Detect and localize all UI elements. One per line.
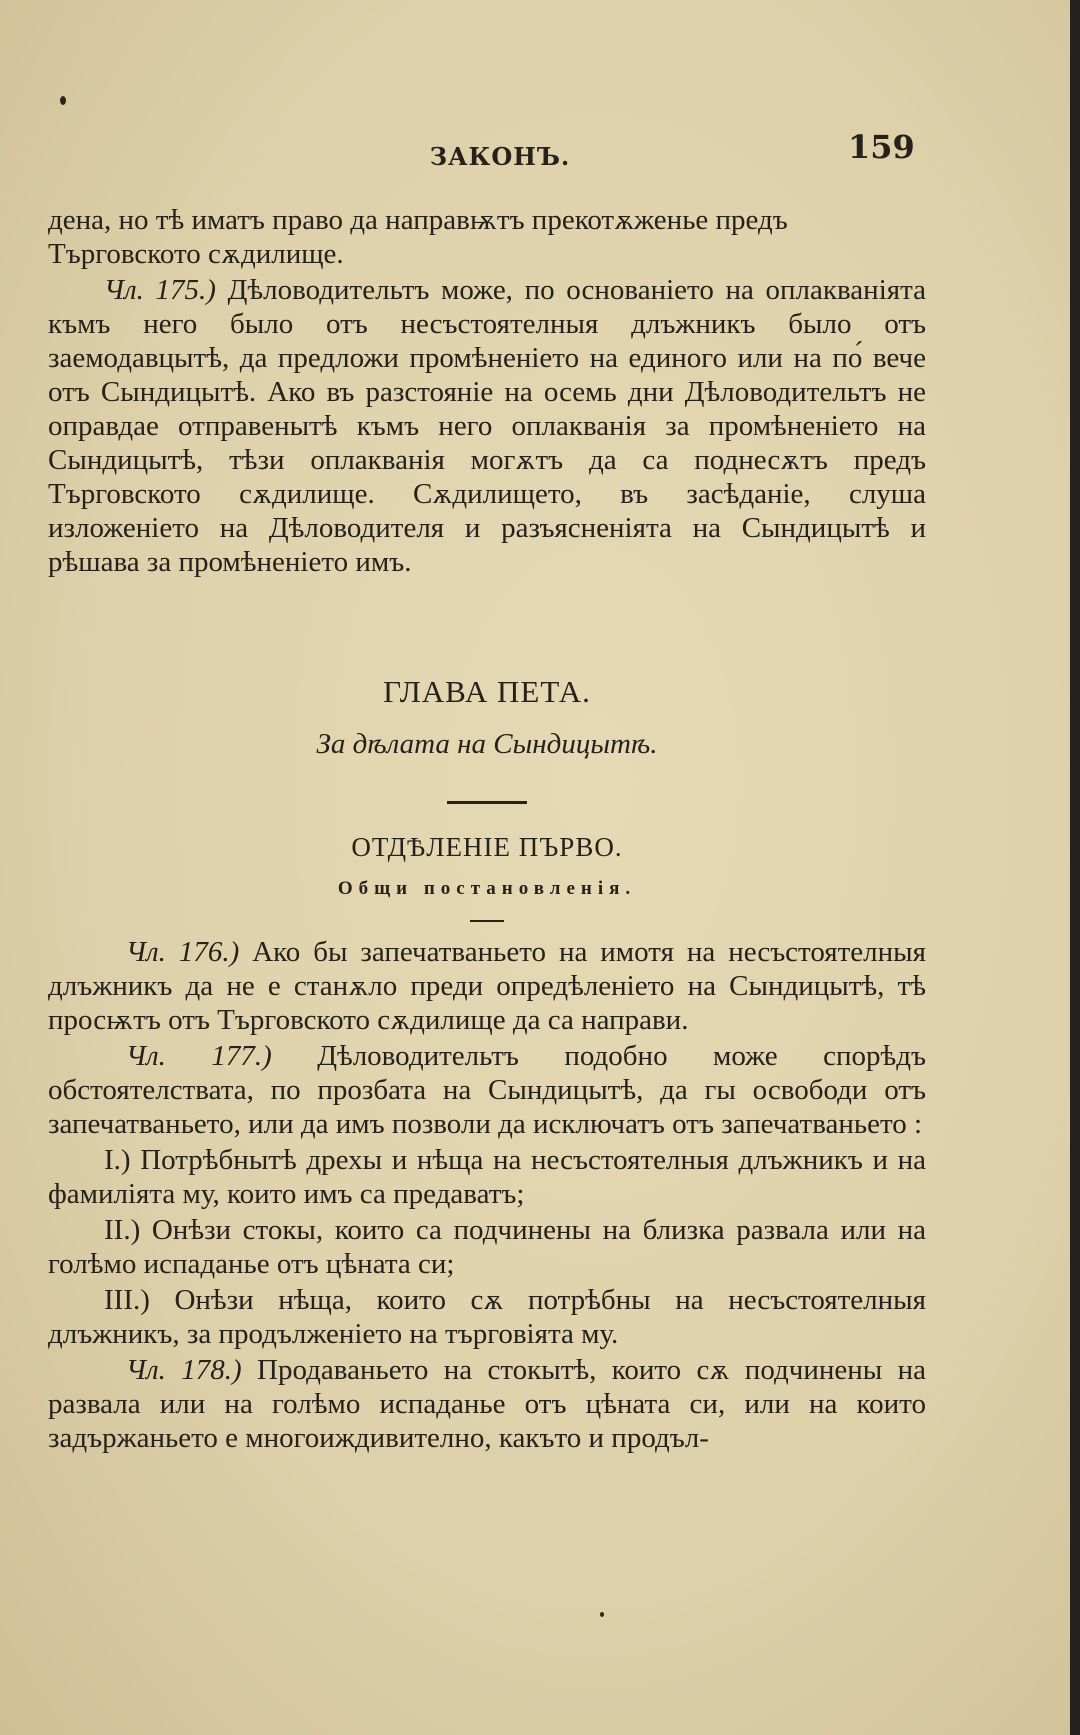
list-item-1 [48,1143,926,1211]
article-text: Дѣловодительтъ може, по основанiето на оплакванiята къмъ него было отъ несъстоятелныя длъжникъ было отъ заемодавцытѣ, да предложи промѣненiето на единого или на по́ вече отъ Сындицытѣ. Ако въ разстоянiе на осемь дни Дѣловодительтъ не оправдае отправенытѣ къмъ него оплакванiя за промѣненiето на Сындицытѣ, тѣзи оплакванiя могѫтъ да са поднесѫтъ предъ Търговското сѫдилище. Сѫдилището, въ засѣданiе, слуша изложенiето на Дѣловодителя и разъясненiята на Сындицытѣ и рѣшава за промѣненiето имъ. [48,274,926,578]
chapter-title: ГЛАВА ПЕТА. [383,674,591,709]
section-subtitle: Общи постановленiя. [337,878,637,899]
section-title: ОТДѢЛЕНIЕ ПЪРВО. [351,832,623,862]
heading-divider [447,801,527,804]
article-177 [48,1039,926,1141]
continued-line-2: Търговското сѫдилище. [48,238,344,270]
article-number: Чл. 178.) [126,1354,242,1386]
chapter-subtitle: За дѣлата на Сындицытѣ. [316,728,658,760]
list-item-2 [48,1213,926,1281]
running-header: ЗАКОНЪ. [429,142,571,171]
list-item-text: Потрѣбнытѣ дрехы и нѣща на несъстоятелныя длъжникъ и на фамилiята му, които имъ са предаватъ; [48,1144,927,1210]
list-item-number: I.) [104,1144,131,1176]
article-175 [48,273,926,579]
article-number: Чл. 176.) [126,936,240,968]
article-text: Ако бы запечатваньето на имотя на несъстоятелныя длъжникъ да не е станѫло преди опредѣленiето на Сындицытѣ, тѣ просѭтъ отъ Търговското сѫдилище да са направи. [48,936,926,1036]
ink-dot [60,96,66,105]
article-178 [48,1353,926,1455]
page-number: 159 [848,128,915,166]
article-text: Дѣловодительтъ подобно може спорѣдъ обстоятелствата, по прозбата на Сындицытѣ, да гы освободи отъ запечатваньето, или да имъ позволи да исключатъ отъ запечатваньето : [48,1040,927,1140]
list-item-number: III.) [104,1284,150,1316]
ink-dot [600,1612,604,1617]
chapter-heading-block [48,675,926,922]
article-text: Продаваньето на стокытѣ, които сѫ подчинены на развала или на голѣмо испаданье отъ цѣната си, или на които задържаньето е многоиждивително, какъто и продъл- [48,1354,926,1454]
text-block-top [48,203,926,579]
article-176 [48,935,926,1037]
article-number: Чл. 175.) [104,274,216,306]
list-item-text: Онѣзи нѣща, които сѫ потрѣбны на несъстоятелныя длъжникъ, за продълженiето на търговiята му. [48,1284,926,1350]
article-number: Чл. 177.) [126,1040,272,1072]
list-item-3 [48,1283,926,1351]
continued-line-1: дена, но тѣ иматъ право да направѭтъ прекотѫженье предъ [48,204,788,236]
list-item-number: II.) [104,1214,141,1246]
section-divider [470,920,504,922]
list-item-text: Онѣзи стокы, които са подчинены на близка развала или на голѣмо испаданье отъ цѣната си; [48,1214,926,1280]
text-block-bottom [48,935,926,1455]
